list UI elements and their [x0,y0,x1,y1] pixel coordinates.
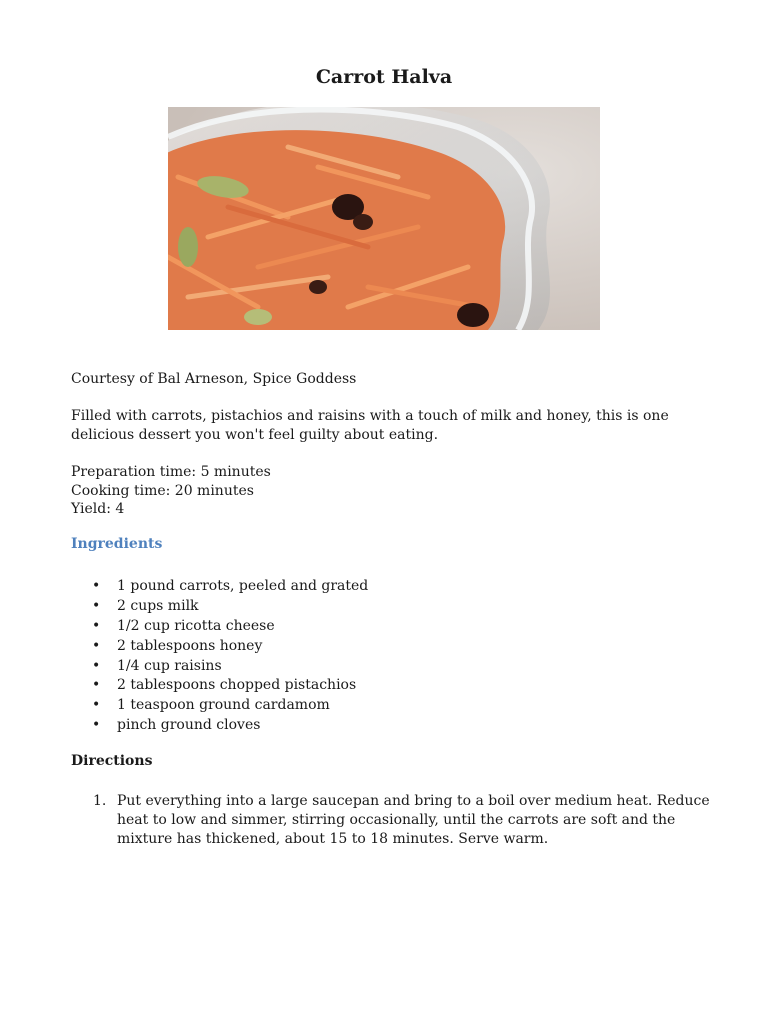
ingredient-text: 2 cups milk [117,597,199,614]
ingredient-item [71,577,368,597]
ingredient-text: 1/4 cup raisins [117,657,222,674]
bullet-icon: • [92,717,101,734]
recipe-meta [71,463,271,519]
courtesy-line: Courtesy of Bal Arneson, Spice Goddess [71,371,357,387]
ingredient-text: 1 teaspoon ground cardamom [117,697,330,714]
ingredient-item [71,597,368,617]
ingredient-item [71,696,368,716]
cook-time: Cooking time: 20 minutes [71,482,254,499]
bullet-icon: • [92,597,101,614]
ingredients-heading: Ingredients [71,536,163,552]
page-title: Carrot Halva [315,66,453,88]
ingredient-item [71,637,368,657]
ingredient-item [71,617,368,637]
yield: Yield: 4 [71,501,125,517]
direction-step [71,792,711,849]
ingredient-item [71,657,368,677]
directions-list [71,792,711,849]
step-number: 1. [93,793,107,809]
ingredient-text: pinch ground cloves [117,717,261,734]
bullet-icon: • [92,637,101,654]
ingredient-item [71,676,368,696]
carrot-halva-photo [168,107,600,330]
ingredient-item [71,716,368,736]
ingredient-text: 1/2 cup ricotta cheese [117,617,275,634]
ingredients-list [71,577,368,736]
food-photo-icon [168,107,600,330]
intro-paragraph: Filled with carrots, pistachios and raisins with a touch of milk and honey, this is one delicious dessert you won't feel guilty about eating. [71,408,669,443]
step-text: Put everything into a large saucepan and bring to a boil over medium heat. Reduce heat to low and simmer, stirring occasionally, until the carrots are soft and the mixture has thickened, about 15 to 18 minutes. Serve warm. [117,793,710,847]
bullet-icon: • [92,578,101,594]
directions-heading: Directions [71,753,153,769]
ingredient-text: 2 tablespoons chopped pistachios [117,677,357,694]
bullet-icon: • [92,657,101,674]
bullet-icon: • [92,697,101,714]
ingredient-text: 2 tablespoons honey [117,637,263,654]
ingredient-text: 1 pound carrots, peeled and grated [117,578,369,594]
bullet-icon: • [92,677,101,694]
bullet-icon: • [92,617,101,634]
prep-time: Preparation time: 5 minutes [71,464,271,480]
